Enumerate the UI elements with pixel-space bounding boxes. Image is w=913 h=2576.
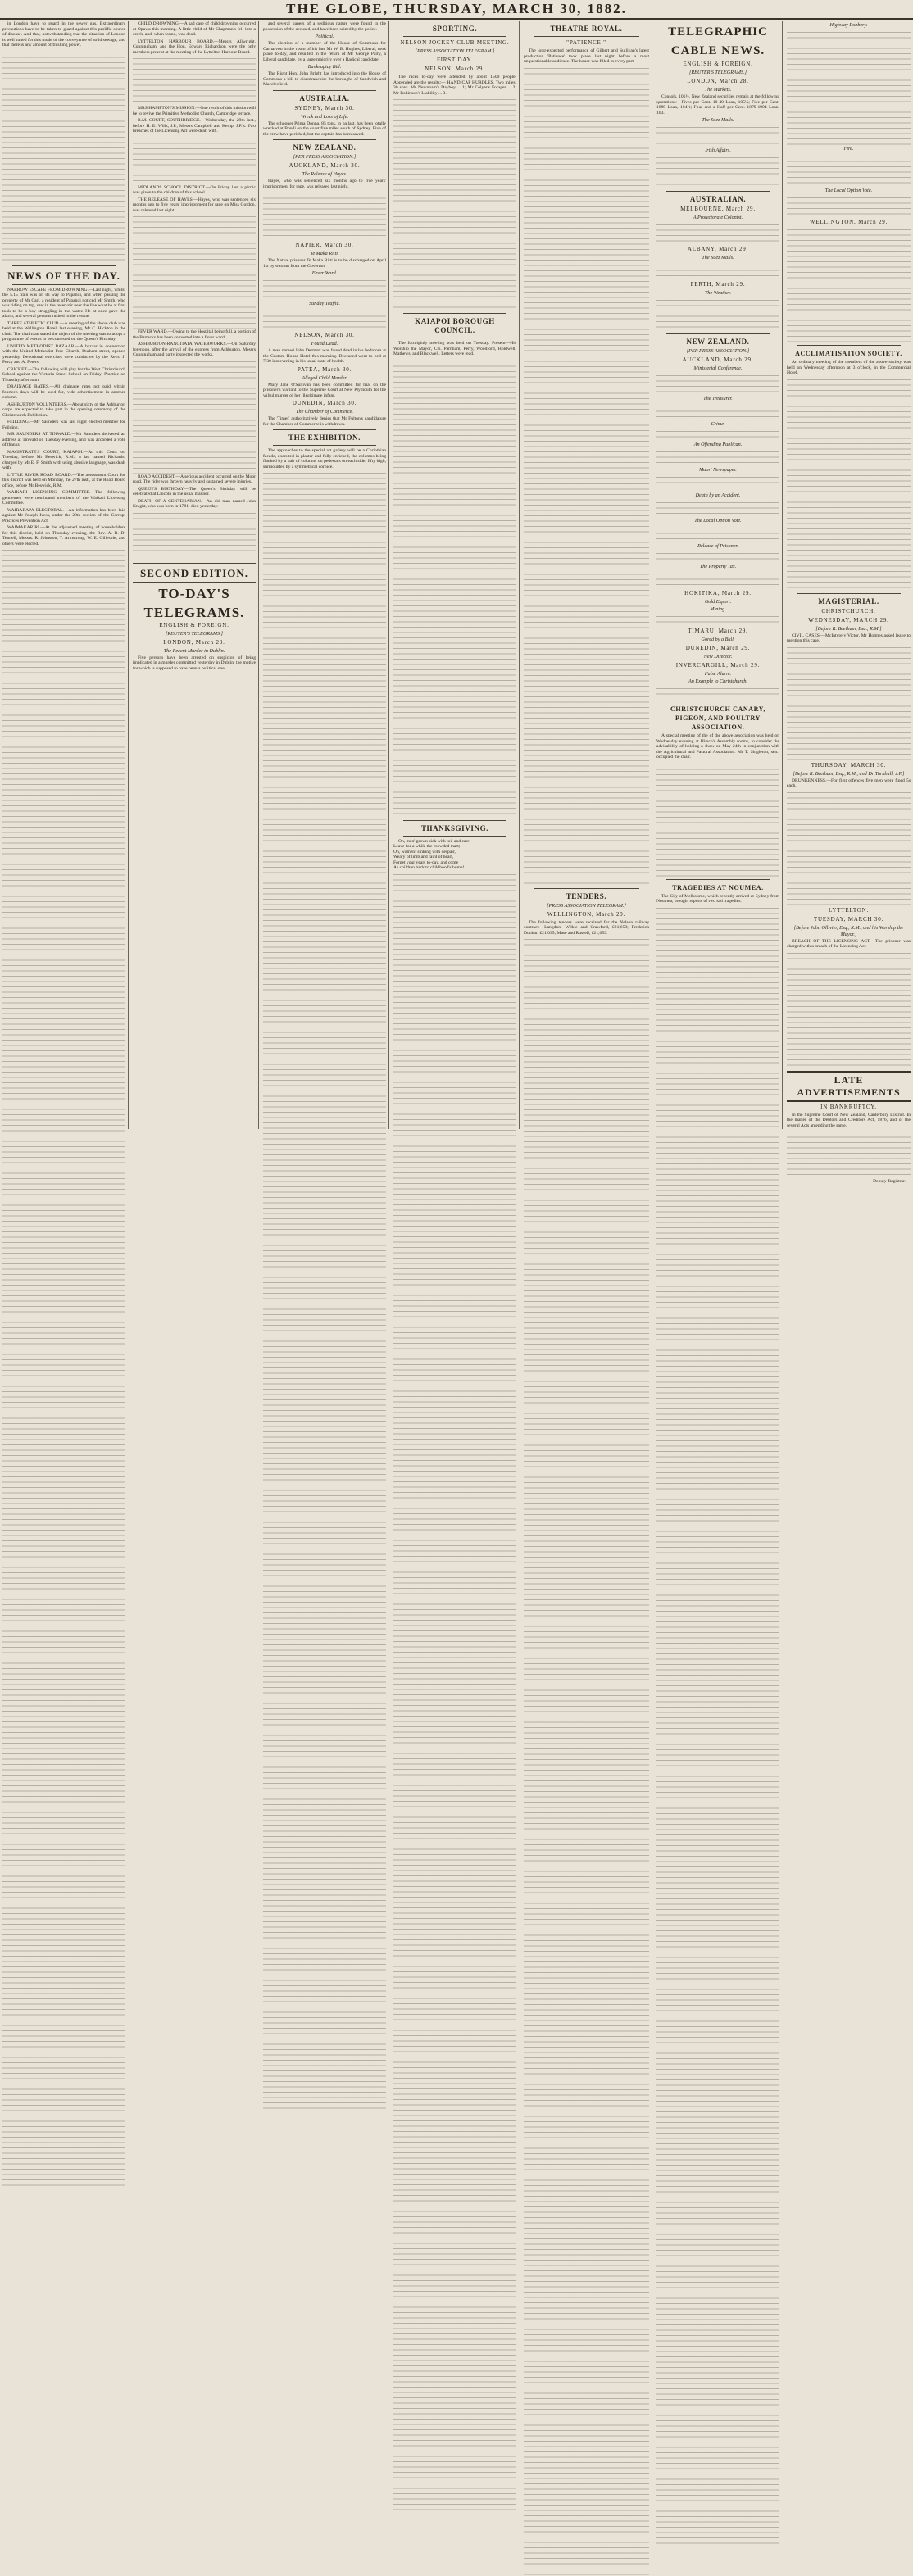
article-text: The schooner Prima Donna, 85 tons, in ballast, has been totally wrecked at Bondi on the coast five miles south of Sydney. Five of the crew have perished, but the captain has been saved. [263, 120, 388, 137]
news-item: WAIMAKARIRI.—At the adjourned meeting of householders for this district, held on Thursday evening, the Rev. A. B. D. Tennell, Messrs. R. Johnston, T. Armstrong, W. E. Gillespie, and others were elected. [2, 525, 127, 546]
credit: [PER PRESS ASSOCIATION.] [686, 348, 750, 354]
subhead: Bankruptcy Bill. [307, 64, 342, 70]
section-heading: THEATRE ROYAL. [550, 25, 623, 33]
subhead: Release of Prisoner. [697, 543, 738, 549]
divider [12, 265, 116, 266]
column-1 [0, 21, 129, 1129]
news-item: ASHBURTON VOLUNTEERS.—About sixty of the Ashburton corps are expected to take part in the opening ceremony of the Christchurch Exhibition. [2, 401, 127, 418]
article-text: The Native prisoner Te Maka Riiti is to be discharged on April 1st by warrant from the Governor. [263, 258, 388, 269]
text-lines [656, 374, 779, 395]
subhead: Gold Export. [704, 599, 732, 605]
news-item: UNITED METHODIST BAZAAR.—A bazaar in connection with the United Methodist Free Church, Durham street, opened yesterday. Devotional exercises were conducted by the Revs. J. Percy and A. Peters. [2, 343, 127, 365]
text-lines [787, 196, 911, 217]
divider [273, 90, 376, 91]
text-lines [787, 228, 911, 342]
text-lines [656, 223, 779, 244]
divider [273, 139, 376, 140]
subhead: Maori Newspaper. [699, 467, 737, 473]
subhead: The Suez Mails. [702, 117, 734, 123]
article-text: BREACH OF THE LICENSING ACT.—The prisoner was charged with a breach of the Licensing Act. [787, 938, 912, 949]
cable-news-heading: CABLE NEWS. [670, 44, 765, 57]
dateline: WELLINGTON, March 29. [547, 910, 626, 918]
subhead: An Example to Christchurch. [688, 678, 747, 684]
dateline: INVERCARGILL, March 29. [675, 662, 761, 669]
text-lines [133, 136, 256, 185]
column-3 [261, 21, 389, 1129]
poem-text: Oh, men' grown sick with toil and care, Leave for a while the crowded mart; Oh, women! sinking with despair, Weary of limb and faint of heart, Forget your years to-day, and come As children back to childhood's home! [393, 838, 471, 870]
text-lines [656, 450, 779, 466]
masthead: THE GLOBE, THURSDAY, MARCH 30, 1882. [0, 0, 913, 20]
text-lines [787, 154, 911, 187]
text-lines [133, 511, 256, 560]
text-lines [524, 937, 649, 2576]
text-lines [656, 526, 779, 542]
article-text: and several papers of a seditious nature were found in the possession of the accused, and have been seized by the police. [263, 21, 388, 32]
article-text: in London have to guard in the sewer gas. Extraordinary precautions have to be taken to guard against this prolific source of disease. And that, notwithstanding that the situation of London is well suited for this mode of the conveyance of solid sewage, and that there is any amount of flushing power. [2, 21, 127, 48]
subhead: The Suez Mails. [702, 255, 734, 261]
dateline: NAPIER, March 30. [295, 242, 354, 248]
dateline: PERTH, March 29. [690, 281, 746, 288]
subhead: Wreck and Loss of Life. [300, 113, 349, 120]
article-text: The fortnightly meeting was held on Tuesday. Present—His Worship the Mayor, Crs. Parnham, Perry, Woodford, Holdwell, Mathews, and Blackwell. Letters were read. [393, 341, 518, 356]
divider [403, 36, 506, 37]
subhead: Irish Affairs. [705, 147, 731, 153]
text-lines [656, 906, 779, 2545]
text-lines [656, 475, 779, 492]
dateline: NELSON, March 30. [294, 332, 355, 338]
text-lines [2, 50, 125, 263]
column-6 [654, 21, 783, 1129]
text-lines [2, 548, 125, 2187]
news-item: LITTLE RIVER ROAD BOARD.—The assessment Court for this district was held on Monday, the 27th inst., at the Road Board office, before Mr Beswick, R.M. [2, 472, 127, 488]
subhead: Highway Robbery. [829, 22, 868, 28]
dateline: TUESDAY, MARCH 30. [813, 915, 884, 923]
subhead: Ministerial Conference. [693, 365, 743, 371]
news-item: MIDLANDS SCHOOL DISTRICT.—On Friday last a picnic was given to the children of this school. [133, 184, 257, 195]
section-heading: TRAGEDIES AT NOUMEA. [672, 883, 764, 891]
article-text: The Right Hon. John Bright has introduced into the House of Commons a bill to disenfranchise the boroughs of Sandwich and Macclesfield. [263, 71, 388, 87]
subhead: Mining. [710, 606, 726, 612]
dateline: WELLINGTON, March 29. [809, 219, 888, 225]
text-lines [787, 378, 911, 591]
text-lines [656, 404, 779, 420]
news-item: ROAD ACCIDENT.—A serious accident occurred on the Moor road. The rider was thrown heavily and sustained severe injuries. [133, 474, 257, 484]
news-item: R.M. COURT, SOUTHBRIDGE.—Wednesday, the 29th inst., before H. E. Wills, J.P., Messrs Campbell and Kemp, J.P.'s. Two breaches of the Licensing Act were dealt with. [133, 118, 257, 134]
credit: [PER PRESS ASSOCIATION.] [293, 154, 357, 160]
dateline: FIRST DAY. [436, 57, 474, 63]
text-lines [656, 572, 779, 588]
subhead: The Treasurer. [703, 396, 733, 401]
section-heading: THANKSGIVING. [420, 823, 489, 832]
reuters-credit: [REUTER'S TELEGRAMS.] [688, 70, 747, 75]
news-item: MRS HAMPTON'S MISSION.—One result of this mission will be to revive the Primitive Methodist Church, Cambridge terrace. [133, 106, 257, 116]
subhead: Death by an Accident. [695, 492, 741, 498]
text-lines [656, 298, 779, 331]
article-text: Consols, 101½. New Zealand securities remain at the following quotations:—Fives per Cent. 10-40 Loan, 105¼; Five per Cent. 1889 Loan, 104½; Four and a Half per Cent. 1879-1904 Loan, 103. [656, 94, 781, 116]
english-foreign-heading: ENGLISH & FOREIGN. [159, 621, 229, 628]
article-text: The election of a member of the House of Commons for Carnarvon in the room of his late Mr W. B. Hughes, Liberal, took place to-day, and resulted in the return of Mr George Parry, a Liberal candidate, by a large majority over a Radical candidate. [263, 41, 388, 62]
text-lines [787, 791, 911, 905]
article-text: Hayes, who was sentenced six months ago to five years' imprisonment for rape, was released last night. [263, 179, 388, 189]
subhead: The Local Option Vote. [824, 188, 873, 193]
divider [797, 593, 901, 594]
newspaper-page [0, 0, 913, 1184]
dateline: NELSON, March 29. [425, 66, 485, 72]
divider [273, 445, 376, 446]
subhead: A Protectorate Colonist. [693, 215, 743, 220]
text-lines [133, 57, 256, 106]
article-text: Mary Jane O'Sullivan has been committed for trial on the prisoner's warrant to the Supreme Court at New Plymouth for the wilful murder of her illegitimate infant. [263, 382, 388, 398]
subhead: Sunday Traffic. [309, 301, 340, 306]
credit: [PRESS ASSOCIATION TELEGRAM.] [547, 902, 626, 909]
subhead: New Director. [703, 654, 733, 660]
section-heading: KAIAPOI BOROUGH COUNCIL. [415, 317, 495, 334]
section-heading: NEW ZEALAND. [686, 338, 750, 346]
divider [133, 563, 256, 564]
subhead: The Local Option Vote. [694, 518, 742, 524]
article-text: The City of Melbourne, which recently arrived at Sydney from Noumea, brought reports of two sad tragedies. [656, 893, 781, 904]
divider [12, 284, 116, 285]
telegraphic-heading: TELEGRAPHIC [668, 25, 768, 39]
news-item: DRAINAGE RATES.—All drainage rates not paid within fourteen days will be sued for, vide advertisement in another column. [2, 384, 127, 400]
dateline: SYDNEY, March 30. [294, 104, 355, 111]
article-text: The races to-day were attended by about 1500 people. Appended are the results:— HANDICAP HURDLES. Two miles. 30 sovs. Mr Newnham's Dayboy ... 1; Mr Colyer's Forager ... 2; Mr Robinson's Liability ... 3. [393, 75, 518, 96]
news-item: MAGISTRATE'S COURT, KAIAPOI.—At this Court on Tuesday, before Mr Beswick, R.M., a lad named Richards, charged by Mr E. F. Smith with using abusive language, was dealt with. [2, 449, 127, 470]
dateline: AUCKLAND, March 29. [682, 356, 754, 363]
dateline: WEDNESDAY, MARCH 29. [808, 616, 889, 624]
divider [133, 582, 256, 583]
subhead: The Chamber of Commerce. [296, 409, 353, 415]
article-text: DRUNKENNESS.—For first offences five men were fined 5s each. [787, 778, 912, 788]
news-item: NARROW ESCAPE FROM DROWNING.—Last night, whilst the 5.15 train was on its way to Papanui, and when passing the property of Mr Carl, a resident of Papanui noticed Mr Smith, who was riding on top, saw in the reservoir near the line what he at first took to be a boy struggling in the water. He at once gave the alarm, and several persons rushed to the rescue. [2, 287, 127, 319]
news-item: CRICKET.—The following will play for the West Christchurch School against the Victoria Street School on Friday. Practice on Thursday afternoon. [2, 366, 127, 383]
dateline: THURSDAY, MARCH 30. [811, 761, 887, 769]
subhead: Found Dead. [311, 341, 338, 347]
subhead: IN BANKRUPTCY. [820, 1103, 877, 1110]
news-item: FEILDING.—Mr Saunders was last night elected member for Feilding. [2, 420, 127, 430]
divider [534, 36, 639, 37]
column-7 [784, 21, 913, 1184]
article-text: The long-expected performance of Gilbert and Sullivan's latest production 'Patience' took place last night before a most unquestionable audience. The house was filled in every part. [524, 48, 651, 64]
divider [403, 836, 506, 837]
divider [403, 313, 506, 314]
registrar-signature: Deputy-Registrar. [873, 1179, 906, 1184]
dateline: LONDON, March 29. [163, 638, 225, 646]
article-text: An ordinary meeting of the members of the above society was held on Wednesday afternoon at 3 o'clock, in the Commercial Hotel. [787, 360, 912, 375]
dateline: HOKITIKA, March 29. [684, 590, 752, 596]
text-lines [656, 762, 779, 877]
news-item: FEVER WARD.—Owing to the Hospital being full, a portion of the Barracks has been converted into a fever ward. [133, 329, 257, 340]
news-item: QUEEN'S BIRTHDAY.—The Queen's Birthday will be celebrated at Lincoln in the usual manner. [133, 486, 257, 497]
dateline: TIMARU, March 29. [688, 628, 748, 634]
dateline: DUNEDIN, March 29. [685, 645, 751, 651]
text-lines [133, 215, 256, 329]
divider [666, 191, 770, 192]
divider [797, 345, 901, 346]
text-lines [263, 309, 386, 330]
subhead: Gored by a Bull. [701, 637, 735, 642]
subhead: "PATIENCE." [566, 39, 606, 46]
subhead: Political. [315, 34, 334, 39]
article-text: A special meeting of the of the above association was held on Wednesday evening at Hirsch's Assembly rooms, to consider the advisability of holding a show on May 24th in conjunction with the Agricultural and Pastoral Association. Mr T. Singleton, sen., occupied the chair. [656, 733, 781, 760]
section-heading: SPORTING. [432, 25, 478, 33]
subhead: Crime. [711, 421, 725, 427]
column-4 [391, 21, 520, 1129]
subhead: Alleged Child Murder. [302, 374, 347, 381]
text-lines [787, 951, 911, 1066]
news-item: LYTTELTON HARBOUR BOARD.—Messrs Allwright, Cunningham, and the Hon. Edward Richardson were the only members present at the meeting of the Lyttelton Harbour Board. [133, 39, 257, 55]
subhead: An Offending Publican. [693, 442, 743, 447]
article-text: The following tenders were received for the Nelson railway contract:—Langdon—Wilkie and Crawford, £21,659; Frederick Dunbar, £21,035; Mase and Russell, £21,659. [524, 919, 651, 936]
section-heading: ACCLIMATISATION SOCIETY. [795, 350, 902, 357]
article-text: CIVIL CASES.—McIntyre v Victor. Mr Holmes asked leave to mention this case. [787, 633, 912, 643]
subhead: The Markets. [704, 87, 732, 93]
text-lines [656, 429, 779, 441]
section-heading: TENDERS. [566, 891, 607, 900]
subhead: The Recent Murder in Dublin. [163, 647, 225, 654]
subhead: The Property Tax. [699, 564, 737, 569]
subhead: Fever Ward. [311, 270, 338, 276]
text-lines [656, 615, 779, 626]
dateline: PATEA, March 30. [297, 365, 352, 373]
text-lines [656, 551, 779, 563]
advertisement-text: In the Supreme Court of New Zealand, Canterbury District. In the matter of the Debtors and Creditors Act, 1876, and of the several Acts amending the same. [787, 1112, 912, 1128]
text-lines [656, 125, 779, 147]
column-5 [521, 21, 652, 1129]
article-text: The 'Times' authoritatively denies that Mr Fulton's candidature for the Chamber of Commerce is withdrawn. [263, 416, 388, 427]
news-item: ASHBURTON-RANGITATA WATERWORKS.—On Saturday forenoon, after the arrival of the express from Ashburton, Messrs Cunningham and party inspected the works. [133, 342, 257, 357]
divider [666, 333, 770, 334]
news-item: CHILD DROWNING.—A sad case of child drowning occurred at Opawa this morning. A little child of Mr Chapman's fell into a creek, and, when found, was dead. [133, 21, 257, 37]
subhead: False Alarm. [704, 671, 732, 677]
section-heading: THE EXHIBITION. [288, 433, 361, 442]
dateline: ALBANY, March 29. [687, 246, 749, 252]
text-lines [656, 501, 779, 517]
dateline: MELBOURNE, March 29. [680, 206, 756, 212]
section-heading: AUSTRALIAN. [689, 195, 747, 203]
text-lines [133, 360, 256, 474]
news-item: DEATH OF A CENTENARIAN.—An old man named John Knight, who was born in 1781, died yesterday. [133, 498, 257, 509]
news-item: WAIKARI LICENSING COMMITTEE.—The following gentlemen were nominated members of the Waikari Licensing Committee. [2, 490, 127, 506]
text-lines [263, 279, 386, 300]
reuters-credit: [REUTER'S TELEGRAMS.] [165, 630, 224, 637]
text-lines [263, 191, 386, 240]
second-edition-heading: SECOND EDITION. [139, 566, 249, 579]
text-lines [393, 873, 516, 2511]
section-heading: AUSTRALIA. [299, 93, 350, 102]
subhead: CHRISTCHURCH. [821, 607, 876, 615]
late-advertisements-heading: LATE ADVERTISEMENTS [787, 1071, 911, 1102]
divider [273, 429, 376, 430]
section-heading: MAGISTERIAL. [818, 596, 879, 605]
text-lines [787, 30, 911, 145]
news-item: MR SAUNDERS AT TINWALD.—Mr Saunders delivered an address at Tinwald on Tuesday evening, and was accorded a vote of thanks. [2, 432, 127, 447]
column-2 [130, 21, 259, 1129]
text-lines [524, 66, 649, 886]
text-lines [393, 98, 516, 311]
credit: [PRESS ASSOCIATION TELEGRAM.] [415, 48, 495, 54]
news-item: THE RELEASE OF HAYES.—Hayes, who was sentenced six months ago to five years' imprisonment for rape on Miss Gordon, was released last night. [133, 197, 257, 213]
subhead: LYTTELTON. [828, 906, 870, 914]
divider [403, 820, 506, 821]
subhead: The Weather. [704, 290, 732, 296]
text-lines [263, 471, 386, 2110]
news-item: WAIRARAPA ELECTORAL.—An information has been laid against Mr Joseph Ivess, under the 28th section of the Corrupt Practices Prevention Act. [2, 507, 127, 524]
text-lines [656, 263, 779, 279]
text-lines [787, 1130, 911, 1179]
english-foreign-heading: ENGLISH & FOREIGN. [683, 61, 753, 67]
text-lines [787, 646, 911, 760]
telegrams-heading: TELEGRAMS. [143, 604, 245, 620]
subhead: Te Maka Riiti. [310, 251, 339, 256]
divider [666, 879, 770, 880]
section-heading: NEW ZEALAND. [293, 143, 357, 152]
divider [534, 888, 639, 889]
todays-heading: TO-DAY'S [158, 585, 230, 601]
bench-note: [Before R. Beetham, Esq., R.M., and Dr Turnbull, J.P.] [793, 770, 905, 777]
dateline: LONDON, March 28. [687, 78, 749, 84]
dateline: AUCKLAND, March 30. [288, 162, 361, 169]
dateline: DUNEDIN, March 30. [292, 400, 357, 406]
subhead: NELSON JOCKEY CLUB MEETING. [400, 39, 510, 46]
bench-note: [Before R. Beetham, Esq., R.M.] [815, 625, 882, 632]
subhead: Fire. [843, 146, 854, 152]
news-item: THREE ATHLETIC CLUB.—A meeting of the above club was held at the Wellington Hotel, last evening, Mr C. Hickton in the chair. The chairman stated the object of the meeting was to adopt a programme of events to be contested on the Queen's Birthday. [2, 320, 127, 342]
bench-note: [Before John Ollivier, Esq., R.M., and his Worship the Mayor.] [793, 924, 904, 937]
text-lines [656, 687, 779, 698]
article-text: The approaches to the special art gallery will be a Corinthian facade, executed in plaster and fully enriched, the columns being flanked by a pair of columns on pedestals on each side, fifty high, surmounted by a symmetrical cornice. [263, 448, 388, 469]
text-lines [656, 156, 779, 188]
article-text: Five persons have been arrested on suspicion of being implicated in a murder committed yesterday in Dublin, the motive for which is supposed to have been a political one. [133, 655, 257, 671]
subhead: The Release of Hayes. [302, 171, 347, 177]
text-lines [393, 359, 516, 818]
section-heading: CHRISTCHURCH CANARY, PIGEON, AND POULTRY ASSOCIATION. [670, 705, 765, 731]
section-heading: NEWS OF THE DAY. [7, 269, 120, 282]
article-text: A man named John Dermott was found dead in his bedroom at the Custom House Hotel this morning. Deceased went to bed at 7.30 last evening in his usual state of health. [263, 348, 388, 364]
